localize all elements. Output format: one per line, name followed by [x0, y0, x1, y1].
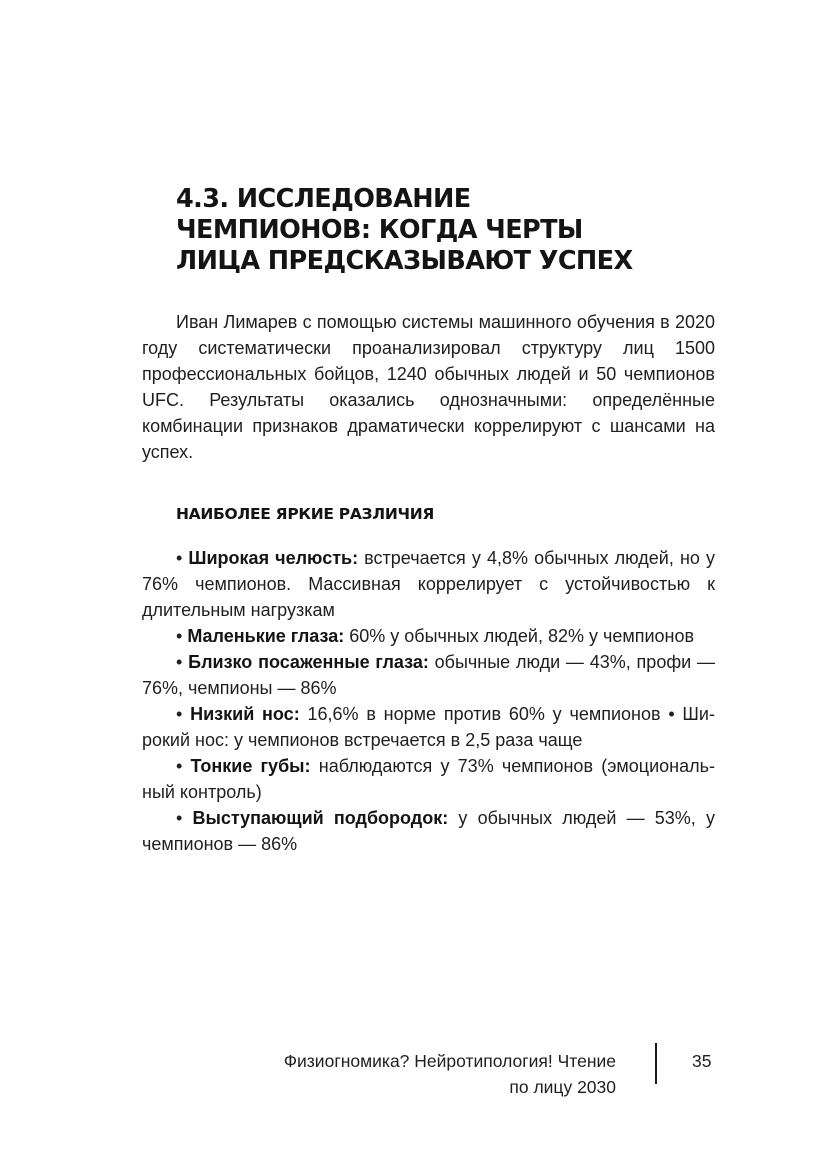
bullet: •: [176, 808, 183, 828]
difference-label: Низкий нос:: [190, 704, 300, 724]
difference-item-low-nose: [142, 701, 715, 753]
intro-paragraph: Иван Лимарев с помощью системы машинного обучения в 2020 году систематически проанализировал структуру лиц 1500 профессиональных бойцов, 1240 обычных людей и 50 чемпионов UFC. Результаты оказались однозначными: определённые комбинации признаков драматически коррелируют с шансами на успех.: [142, 312, 715, 462]
difference-label: Широкая челюсть:: [188, 548, 359, 568]
difference-text: 60% у обычных людей, 82% у чемпионов: [344, 626, 695, 646]
footer-book-title-line-2: по лицу 2030: [509, 1077, 616, 1097]
bullet: •: [176, 652, 183, 672]
difference-item-small-eyes: [142, 623, 715, 649]
difference-label: Выступающий подбородок:: [192, 808, 449, 828]
difference-text: наблюдаются у 73% чемпионов (эмоциональный контроль): [142, 756, 715, 802]
footer-divider: [655, 1043, 657, 1084]
difference-label: Близко посаженные глаза:: [188, 652, 429, 672]
section-heading: НАИБОЛЕЕ ЯРКИЕ РАЗЛИЧИЯ: [176, 505, 435, 523]
bullet: •: [176, 626, 183, 646]
differences-list: [142, 545, 715, 857]
footer-book-title: [216, 1048, 616, 1100]
difference-item-protruding-chin: [142, 805, 715, 857]
page-number: 35: [692, 1051, 712, 1071]
difference-text: у обычных людей — 53%, у чемпионов — 86%: [142, 808, 715, 854]
chapter-title: [176, 184, 696, 277]
difference-label: Тонкие губы:: [190, 756, 311, 776]
difference-text: обычные люди — 43%, профи — 76%, чемпионы — 86%: [142, 652, 715, 698]
difference-item-close-set-eyes: [142, 649, 715, 701]
difference-item-wide-jaw: [142, 545, 715, 623]
difference-item-thin-lips: [142, 753, 715, 805]
chapter-title-line-3: ЛИЦА ПРЕДСКАЗЫВАЮТ УСПЕХ: [176, 246, 633, 276]
difference-text: 16,6% в норме против 60% у чемпионов • Широкий нос: у чемпионов встречается в 2,5 раза чаще: [142, 704, 715, 750]
difference-label: Маленькие глаза:: [187, 626, 345, 646]
bullet: •: [176, 704, 183, 724]
difference-text: встречается у 4,8% обычных людей, но у 76% чемпионов. Массивная коррелирует с устойчивостью к длительным нагрузкам: [142, 548, 715, 620]
bullet: •: [176, 756, 183, 776]
chapter-title-line-2: ЧЕМПИОНОВ: КОГДА ЧЕРТЫ: [176, 215, 583, 245]
footer-book-title-line-1: Физиогномика? Нейротипология! Чтение: [283, 1051, 616, 1071]
chapter-title-line-1: 4.3. ИССЛЕДОВАНИЕ: [176, 184, 471, 214]
bullet: •: [176, 548, 183, 568]
